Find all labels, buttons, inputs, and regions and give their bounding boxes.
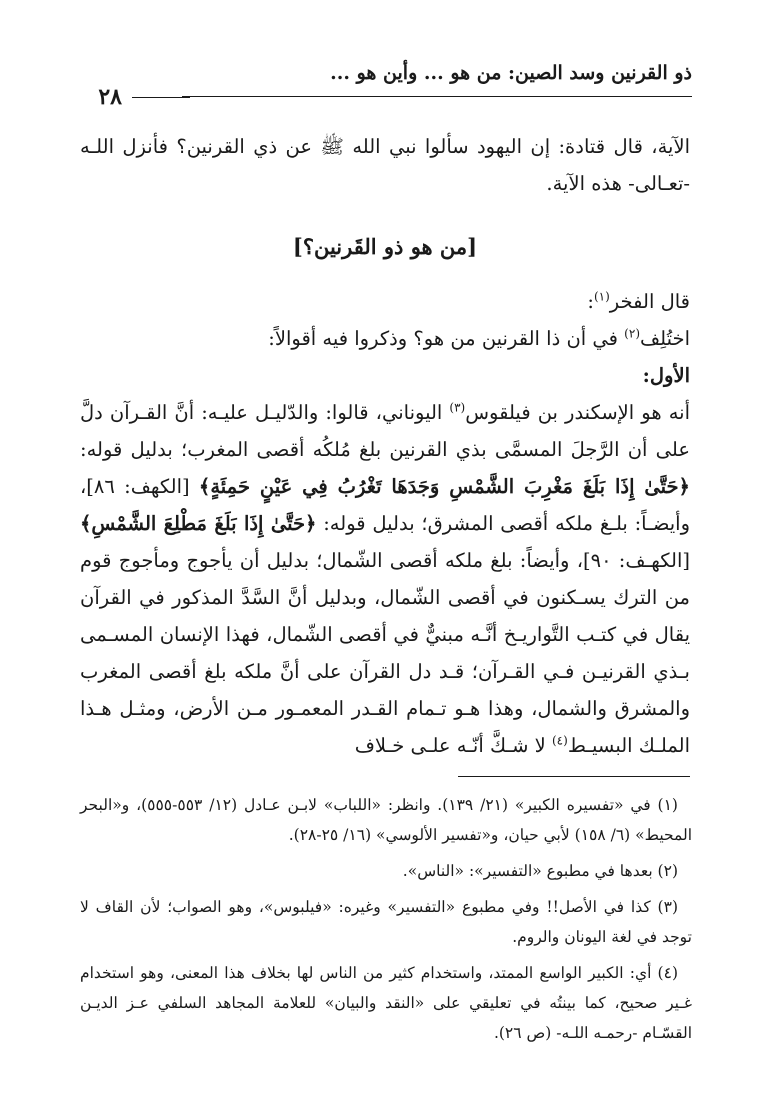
running-title: ذو القرنين وسد الصين: من هو ... وأين هو ... [330, 62, 692, 84]
p1-part-d: [الكهـف: ٩٠]، وأيضاً: بلغ ملكه أقصى الشّمال؛ بدليل أن يأجوج ومأجوج قوم من الترك يسـكنون في أقصى الشّمال، وبدليل أنَّ السَّدَّ المذكور في القرآن يقال في كتـب التَّواريـخ أنَّـه مبنيٌّ في أقصى الشّمال، فهذا الإنسان المسـمى بـذي القرنيـن فـي القـرآن؛ قـد دل القرآن على أنَّ ملكه بلغ أقصى المغرب والمشرق والشمال، وهذا هـو تـمام القـدر المعمـور مـن الأرض، ومثـل هـذا الملـك البسيـط [80, 549, 691, 757]
ikhtilaf-word: اختُلِف [640, 327, 690, 350]
first-opinion-paragraph [80, 394, 690, 764]
page-header [80, 58, 692, 110]
section-heading: [من هو ذو القَرنين؟] [292, 234, 478, 259]
main-text [80, 128, 690, 764]
p1-part-b: اليوناني، قالوا: والدّليـل عليـه: أنَّ القـرآن دلَّ على أن الرَّجلَ المسمَّى بذي القرنين بلغ مُلكُه أقصى المغرب؛ بدليل قوله: [80, 401, 690, 461]
footnote-ref-3[interactable]: (٣) [449, 400, 466, 415]
footnote-ref-1[interactable]: (١) [593, 289, 610, 304]
fakhr-colon: : [587, 290, 594, 313]
quran-verse-86: ﴿حَتَّىٰ إِذَا بَلَغَ مَغْرِبَ الشَّمْسِ وَجَدَهَا تَغْرُبُ فِي عَيْنٍ حَمِئَةٍ﴾ [198, 475, 690, 498]
page-number-line [132, 97, 190, 98]
p1-part-e: لا شـكَّ أنّـه علـى خـلاف [354, 734, 552, 757]
footnote-separator [458, 776, 690, 777]
p1-part-a: أنه هو الإسكندر بن فيلقوس [465, 401, 690, 424]
page-number: ٢٨ [98, 84, 122, 110]
first-opinion-label: الأول: [642, 364, 690, 387]
footnote-4: (٤) أي: الكبير الواسع الممتد، واستخدام كثير من الناس لها بخلاف هذا المعنى، وهو استخدام غـير صحيح، كما بينتُه في تعليقي على «النقد والبيان» للعلامة المجاهد السلفي عـز الديـن القسّـام -رحمـه اللـه- (ص ٢٦). [80, 964, 692, 1042]
quran-verse-90: ﴿حَتَّىٰ إِذَا بَلَغَ مَطْلِعَ الشَّمْسِ﴾ [80, 512, 317, 535]
footnote-ref-4[interactable]: (٤) [551, 733, 568, 748]
footnotes [80, 790, 692, 1054]
intro-paragraph: الآية، قال قتادة: إن اليهود سألوا نبي الله ﷺ عن ذي القرنين؟ فأنزل اللـه -تعـالى- هذه الآية. [80, 135, 690, 195]
ikhtilaf-rest: في أن ذا القرنين من هو؟ وذكروا فيه أقوالاً: [268, 327, 625, 350]
p1-part-c: [الكهف: ٨٦]، وأيضـاً: بلـغ ملكه أقصى المشرق؛ بدليل قوله: [80, 475, 690, 535]
footnote-1: (١) في «تفسيره الكبير» (٢١/ ١٣٩). وانظر: «اللباب» لابـن عـادل (١٢/ ٥٥٣-٥٥٥)، و«البحر المحيط» (٦/ ١٥٨) لأبي حيان، و«تفسير الألوسي» (١٦/ ٢٥-٢٨). [80, 796, 692, 844]
fakhr-lead: قال الفخر [609, 290, 690, 313]
page-number-block [80, 84, 190, 110]
footnote-2: (٢) بعدها في مطبوع «التفسير»: «الناس». [402, 862, 678, 880]
header-rule [182, 96, 692, 97]
ikhtilaf-line [80, 320, 690, 357]
footnote-ref-2[interactable]: (٢) [624, 326, 640, 341]
footnote-3: (٣) كذا في الأصل!! وفي مطبوع «التفسير» وغيره: «فيلبوس»، وهو الصواب؛ لأن القاف لا توجد في لغة اليونان والروم. [80, 898, 692, 946]
fakhr-line [80, 283, 690, 320]
